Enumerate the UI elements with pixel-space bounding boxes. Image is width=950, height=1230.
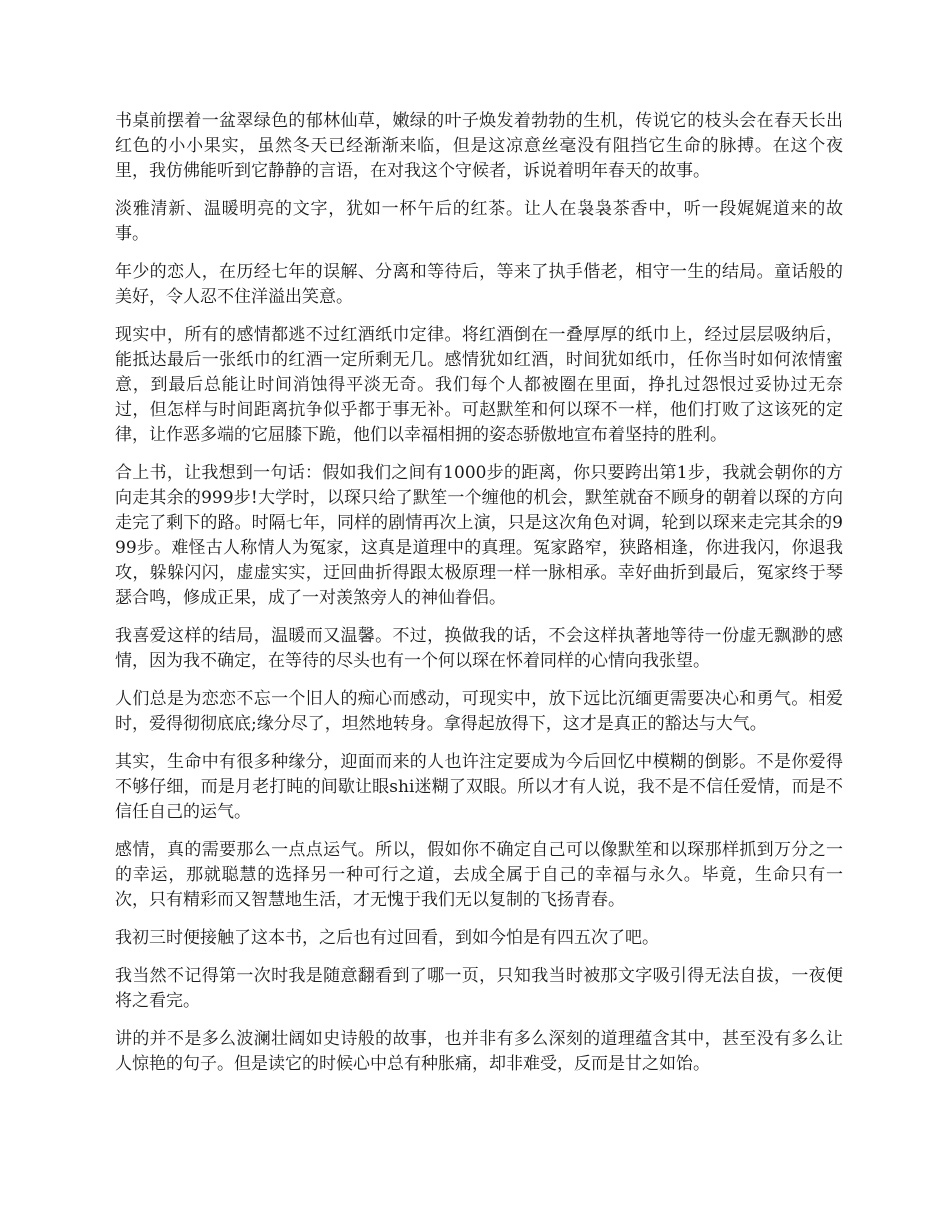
paragraph: 我当然不记得第一次时我是随意翻看到了哪一页，只知我当时被那文字吸引得无法自拔，一夜便将之看完。 — [115, 966, 843, 1011]
paragraph: 年少的恋人，在历经七年的误解、分离和等待后，等来了执手偕老，相守一生的结局。童话般的美好，令人忍不住洋溢出笑意。 — [115, 262, 843, 307]
paragraph: 人们总是为恋恋不忘一个旧人的痴心而感动，可现实中，放下远比沉缅更需要决心和勇气。相爱时，爱得彻彻底底;缘分尽了，坦然地转身。拿得起放得下，这才是真正的豁达与大气。 — [115, 689, 843, 734]
paragraph: 其实，生命中有很多种缘分，迎面而来的人也许注定要成为今后回忆中模糊的倒影。不是你爱得不够仔细，而是月老打盹的间歇让眼shi迷糊了双眼。所以才有人说，我不是不信任爱情，而是不信任自己的运气。 — [115, 752, 843, 822]
paragraph: 现实中，所有的感情都逃不过红酒纸巾定律。将红酒倒在一叠厚厚的纸巾上，经过层层吸纳后，能抵达最后一张纸巾的红酒一定所剩无几。感情犹如红酒，时间犹如纸巾，任你当时如何浓情蜜意，到最后总能让时间消蚀得平淡无奇。我们每个人都被圈在里面，挣扎过怨恨过妥协过无奈过，但怎样与时间距离抗争似乎都于事无补。可赵默笙和何以琛不一样，他们打败了这该死的定律，让作恶多端的它屈膝下跪，他们以幸福相拥的姿态骄傲地宣布着坚持的胜利。 — [115, 325, 843, 445]
paragraph: 淡雅清新、温暖明亮的文字，犹如一杯午后的红茶。让人在袅袅茶香中，听一段娓娓道来的故事。 — [115, 199, 843, 244]
document-body — [115, 109, 843, 1090]
paragraph: 我喜爱这样的结局，温暖而又温馨。不过，换做我的话，不会这样执著地等待一份虚无飘渺的感情，因为我不确定，在等待的尽头也有一个何以琛在怀着同样的心情向我张望。 — [115, 626, 843, 671]
paragraph: 合上书，让我想到一句话：假如我们之间有1000步的距离，你只要跨出第1步，我就会朝你的方向走其余的999步!大学时，以琛只给了默笙一个缠他的机会，默笙就奋不顾身的朝着以琛的方向走完了剩下的路。时隔七年，同样的剧情再次上演，只是这次角色对调，轮到以琛来走完其余的999步。难怪古人称情人为冤家，这真是道理中的真理。冤家路窄，狭路相逢，你进我闪，你退我攻，躲躲闪闪，虚虚实实，迂回曲折得跟太极原理一样一脉相承。幸好曲折到最后，冤家终于琴瑟合鸣，修成正果，成了一对羡煞旁人的神仙眷侣。 — [115, 463, 843, 608]
paragraph: 书桌前摆着一盆翠绿色的郁林仙草，嫩绿的叶子焕发着勃勃的生机，传说它的枝头会在春天长出红色的小小果实，虽然冬天已经渐渐来临，但是这凉意丝毫没有阻挡它生命的脉搏。在这个夜里，我仿佛能听到它静静的言语，在对我这个守候者，诉说着明年春天的故事。 — [115, 111, 843, 181]
paragraph: 我初三时便接触了这本书，之后也有过回看，到如今怕是有四五次了吧。 — [115, 928, 659, 948]
paragraph: 讲的并不是多么波澜壮阔如史诗般的故事，也并非有多么深刻的道理蕴含其中，甚至没有多么让人惊艳的句子。但是读它的时候心中总有种胀痛，却非难受，反而是甘之如饴。 — [115, 1029, 843, 1074]
paragraph: 感情，真的需要那么一点点运气。所以，假如你不确定自己可以像默笙和以琛那样抓到万分之一的幸运，那就聪慧的选择另一种可行之道，去成全属于自己的幸福与永久。毕竟，生命只有一次，只有精彩而又智慧地生活，才无愧于我们无以复制的飞扬青春。 — [115, 840, 843, 910]
